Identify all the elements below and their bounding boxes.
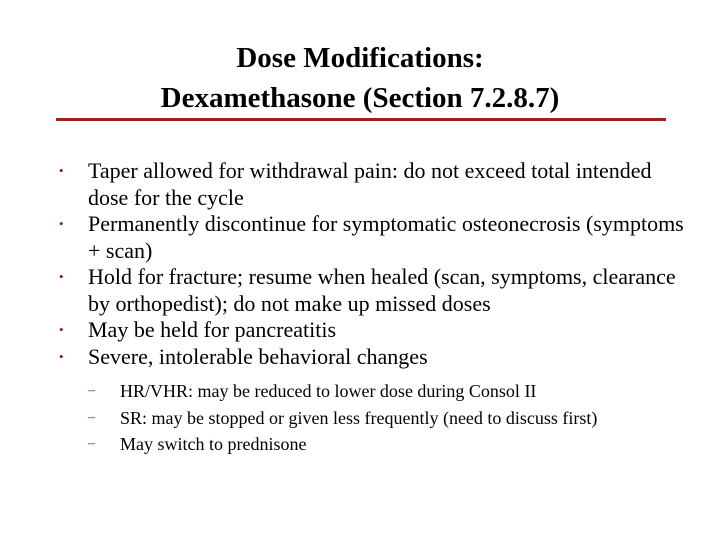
dash-marker-icon: – (88, 409, 95, 425)
sub-bullet-text: HR/VHR: may be reduced to lower dose during Consol II (120, 381, 537, 401)
sub-bullet-list (88, 378, 696, 458)
bullet-marker-icon: • (59, 163, 64, 178)
title-line-2: Dexamethasone (Section 7.2.8.7) (160, 82, 560, 114)
sub-bullet-text: May switch to prednisone (120, 434, 307, 454)
dash-marker-icon: – (88, 383, 95, 398)
bullet-list (56, 158, 696, 458)
bullet-text: Severe, intolerable behavioral changes (88, 343, 428, 369)
bullet-text: May be held for pancreatitis (88, 317, 337, 342)
bullet-item (56, 211, 696, 264)
sub-bullet-item (88, 378, 696, 405)
sub-bullet-item (88, 431, 696, 458)
bullet-text: Taper allowed for withdrawal pain: do not exceed total intended dose for the cycle (88, 158, 652, 210)
bullet-item (56, 317, 696, 344)
bullet-marker-icon: • (59, 322, 64, 337)
sub-bullet-item (88, 405, 696, 432)
bullet-item (56, 344, 696, 458)
bullet-text: Hold for fracture; resume when healed (scan, symptoms, clearance by orthopedist); do not make up missed doses (88, 264, 676, 316)
bullet-marker-icon: • (59, 216, 64, 231)
bullet-text: Permanently discontinue for symptomatic osteonecrosis (symptoms + scan) (88, 211, 684, 263)
bullet-marker-icon: • (59, 348, 64, 364)
sub-bullet-text: SR: may be stopped or given less frequently (need to discuss first) (120, 407, 598, 428)
bullet-marker-icon: • (59, 269, 64, 284)
bullet-item (56, 264, 696, 317)
slide-title (0, 38, 720, 118)
title-divider (56, 118, 666, 121)
bullet-item (56, 158, 696, 211)
dash-marker-icon: – (88, 436, 95, 451)
title-line-1: Dose Modifications: (236, 42, 484, 74)
